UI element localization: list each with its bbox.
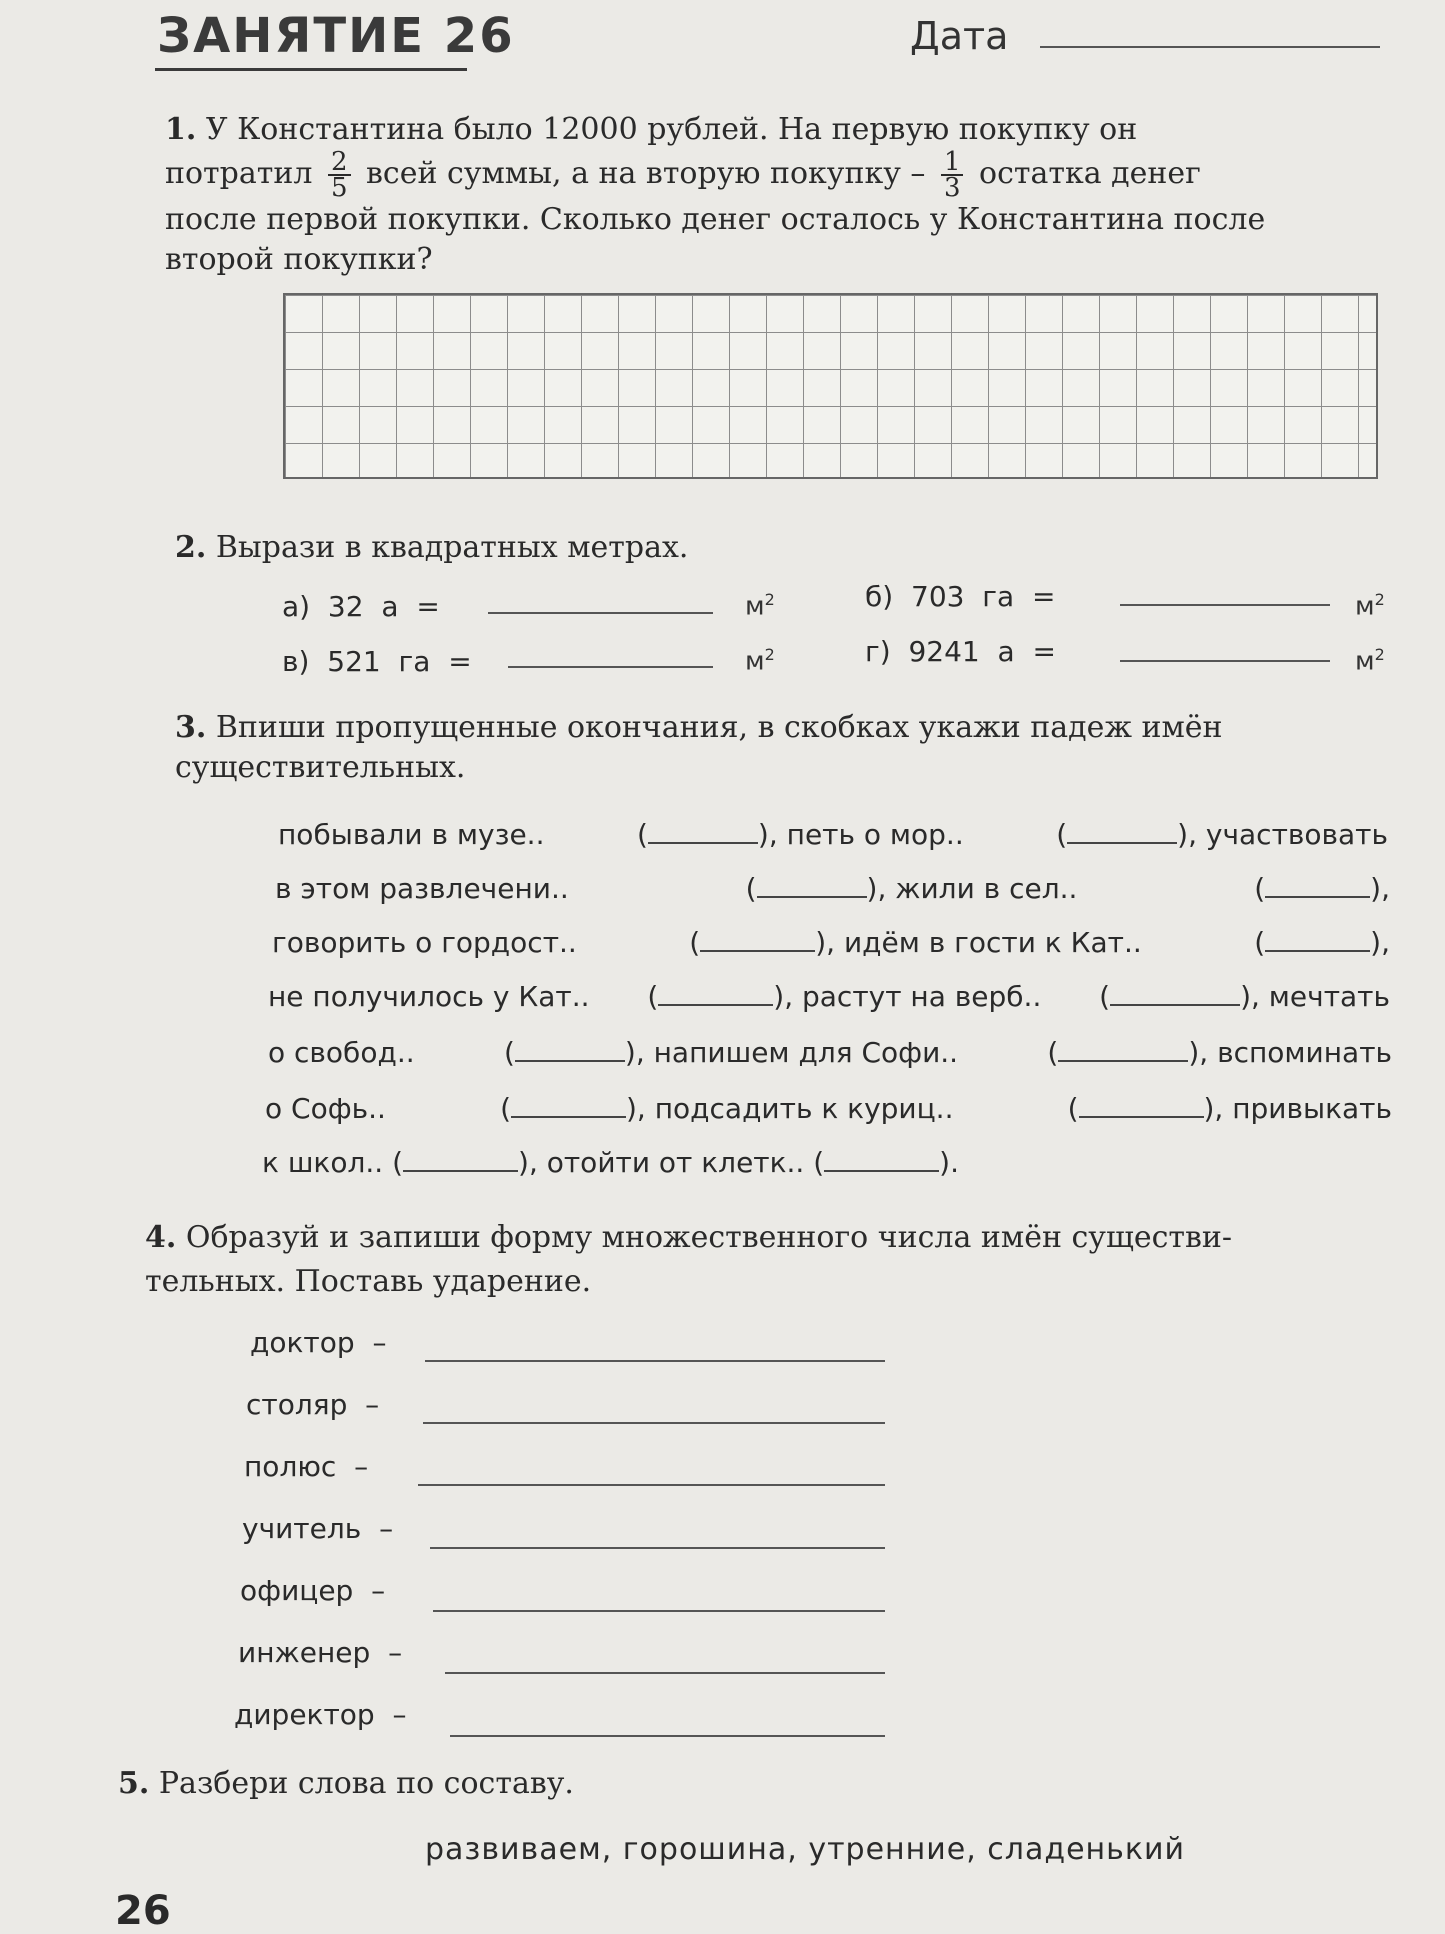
phrase: ), мечтать bbox=[1240, 980, 1390, 1013]
unit-m2 bbox=[1355, 590, 1385, 622]
fraction1-numerator: 2 bbox=[328, 150, 351, 176]
case-blank[interactable] bbox=[824, 1146, 939, 1172]
dash: – bbox=[354, 1450, 369, 1483]
plural-answer-line[interactable] bbox=[425, 1360, 885, 1362]
task3-number: 3. bbox=[175, 710, 207, 745]
unit-base: м bbox=[745, 646, 765, 677]
item-measure: а bbox=[381, 590, 399, 623]
dash: – bbox=[371, 1574, 386, 1607]
task5-prompt: Разбери слова по составу. bbox=[158, 1766, 574, 1801]
item-equals: = bbox=[1032, 635, 1056, 668]
phrase: ), bbox=[1370, 872, 1390, 905]
task1-text-line1: У Константина было 12000 рублей. На первую покупку он bbox=[205, 112, 1138, 147]
task4-number: 4. bbox=[145, 1220, 177, 1255]
task2-answer-b[interactable] bbox=[1120, 604, 1330, 606]
word-ofitser: офицер bbox=[240, 1574, 354, 1607]
case-blank[interactable] bbox=[1110, 980, 1240, 1006]
dash: – bbox=[388, 1636, 403, 1669]
item-value: 703 bbox=[911, 580, 965, 613]
case-blank[interactable] bbox=[1067, 818, 1177, 844]
task4-prompt-line1 bbox=[145, 1218, 1232, 1258]
task3-prompt-line1 bbox=[175, 708, 1223, 748]
case-blank[interactable] bbox=[700, 926, 815, 952]
word-uchitel: учитель bbox=[242, 1512, 362, 1545]
phrase: ). bbox=[939, 1146, 959, 1179]
page-number: 26 bbox=[115, 1888, 171, 1934]
item-label: г) bbox=[865, 635, 891, 668]
task1-text-line2c: остатка денег bbox=[979, 156, 1201, 191]
task4-word-row bbox=[244, 1450, 368, 1483]
case-blank[interactable] bbox=[515, 1036, 625, 1062]
task1-number: 1. bbox=[165, 112, 197, 147]
task3-line-7: к школ.. ( ), отойти от клетк.. ( ). bbox=[262, 1146, 959, 1179]
task2-answer-a[interactable] bbox=[488, 612, 713, 614]
phrase: о свобод.. bbox=[268, 1036, 415, 1069]
task3-prompt-line2: существительных. bbox=[175, 750, 466, 785]
phrase: к школ.. bbox=[262, 1146, 384, 1179]
date-label: Дата bbox=[910, 14, 1009, 58]
task2-item-g bbox=[865, 635, 1056, 668]
plural-answer-line[interactable] bbox=[445, 1672, 885, 1674]
phrase: побывали в музе.. bbox=[278, 818, 545, 851]
dash: – bbox=[392, 1698, 407, 1731]
phrase: говорить о гордост.. bbox=[272, 926, 577, 959]
phrase: ), bbox=[1370, 926, 1390, 959]
phrase: ), петь о мор.. bbox=[757, 818, 964, 851]
unit-m2 bbox=[745, 590, 775, 622]
item-label: в) bbox=[282, 645, 310, 678]
case-blank[interactable] bbox=[511, 1092, 626, 1118]
task5-words: развиваем, горошина, утренние, сладенький bbox=[425, 1832, 1185, 1867]
unit-sup: 2 bbox=[1374, 590, 1385, 609]
unit-sup: 2 bbox=[1374, 645, 1385, 664]
case-blank[interactable] bbox=[648, 818, 758, 844]
word-polyus: полюс bbox=[244, 1450, 337, 1483]
plural-answer-line[interactable] bbox=[423, 1422, 885, 1424]
case-blank[interactable] bbox=[757, 872, 867, 898]
unit-m2 bbox=[1355, 645, 1385, 677]
task2-number: 2. bbox=[175, 530, 207, 565]
word-stolyar: столяр bbox=[246, 1388, 348, 1421]
item-equals: = bbox=[1031, 580, 1056, 613]
word-inzhener: инженер bbox=[238, 1636, 371, 1669]
task3-line-6: о Софь.. ( ), подсадить к куриц.. ( ), привыкать bbox=[265, 1092, 1392, 1125]
plural-answer-line[interactable] bbox=[430, 1547, 885, 1549]
unit-sup: 2 bbox=[764, 590, 775, 609]
plural-answer-line[interactable] bbox=[433, 1610, 885, 1612]
task2-answer-g[interactable] bbox=[1120, 660, 1330, 662]
task3-line-3: говорить о гордост.. ( ), идём в гости к Кат.. ( ), bbox=[272, 926, 1390, 959]
task3-line-4: не получилось у Кат.. ( ), растут на верб.. ( ), мечтать bbox=[268, 980, 1390, 1013]
phrase: ), жили в сел.. bbox=[866, 872, 1078, 905]
task4-word-row bbox=[242, 1512, 393, 1545]
task1-line4: второй покупки? bbox=[165, 242, 433, 277]
plural-answer-line[interactable] bbox=[418, 1484, 885, 1486]
case-blank[interactable] bbox=[1058, 1036, 1188, 1062]
item-equals: = bbox=[448, 645, 472, 678]
phrase: ), подсадить к куриц.. bbox=[626, 1092, 954, 1125]
case-blank[interactable] bbox=[403, 1146, 518, 1172]
task2-item-b bbox=[865, 580, 1055, 613]
fraction-one-third bbox=[941, 147, 964, 203]
title-underline bbox=[155, 68, 467, 71]
task4-word-row bbox=[234, 1698, 407, 1731]
fraction-two-fifths bbox=[328, 147, 351, 203]
phrase: ), напишем для Софи.. bbox=[624, 1036, 959, 1069]
task1-answer-grid[interactable] bbox=[283, 293, 1378, 479]
item-equals: = bbox=[416, 590, 440, 623]
phrase: не получилось у Кат.. bbox=[268, 980, 590, 1013]
task1-line2 bbox=[165, 147, 1385, 203]
item-label: б) bbox=[865, 580, 894, 613]
case-blank[interactable] bbox=[1079, 1092, 1204, 1118]
task3-line-5: о свобод.. ( ), напишем для Софи.. ( ), вспоминать bbox=[268, 1036, 1392, 1069]
fraction2-denominator: 3 bbox=[943, 173, 961, 203]
task1-line3: после первой покупки. Сколько денег осталось у Константина после bbox=[165, 202, 1266, 237]
phrase: ), участвовать bbox=[1177, 818, 1388, 851]
phrase: ), отойти от клетк.. bbox=[518, 1146, 805, 1179]
task4-word-row bbox=[246, 1388, 379, 1421]
date-answer-line[interactable] bbox=[1040, 46, 1380, 48]
task4-word-row bbox=[250, 1326, 386, 1359]
item-label: а) bbox=[282, 590, 311, 623]
case-blank[interactable] bbox=[658, 980, 773, 1006]
task5-number: 5. bbox=[118, 1766, 150, 1801]
task2-item-a bbox=[282, 590, 440, 623]
dash: – bbox=[372, 1326, 387, 1359]
phrase: ), вспоминать bbox=[1188, 1036, 1392, 1069]
phrase: ), привыкать bbox=[1203, 1092, 1392, 1125]
unit-base: м bbox=[1355, 591, 1375, 622]
lesson-title: ЗАНЯТИЕ 26 bbox=[157, 8, 515, 64]
unit-sup: 2 bbox=[764, 645, 775, 664]
task1-line1 bbox=[165, 110, 1137, 150]
dash: – bbox=[365, 1388, 380, 1421]
fraction2-numerator: 1 bbox=[941, 150, 964, 176]
task2-item-v bbox=[282, 645, 472, 678]
page-header bbox=[155, 0, 1400, 80]
task1-text-line2a: потратил bbox=[165, 156, 313, 191]
item-value: 521 bbox=[327, 645, 381, 678]
unit-base: м bbox=[1355, 646, 1375, 677]
item-value: 9241 bbox=[908, 635, 980, 668]
dash: – bbox=[379, 1512, 394, 1545]
task2-prompt-row bbox=[175, 528, 688, 568]
item-measure: га bbox=[982, 580, 1015, 613]
word-doctor: доктор bbox=[250, 1326, 355, 1359]
case-blank[interactable] bbox=[1265, 926, 1370, 952]
task2-answer-v[interactable] bbox=[508, 666, 713, 668]
task2-prompt: Вырази в квадратных метрах. bbox=[215, 530, 689, 565]
phrase: в этом развлечени.. bbox=[275, 872, 569, 905]
task3-prompt1: Впиши пропущенные окончания, в скобках укажи падеж имён bbox=[215, 710, 1223, 745]
phrase: ), идём в гости к Кат.. bbox=[815, 926, 1142, 959]
case-blank[interactable] bbox=[1265, 872, 1370, 898]
task3-line-2: в этом развлечени.. ( ), жили в сел.. ( ), bbox=[275, 872, 1390, 905]
fraction1-denominator: 5 bbox=[330, 173, 348, 203]
phrase: ), растут на верб.. bbox=[773, 980, 1042, 1013]
task1-text-line2b: всей суммы, а на вторую покупку – bbox=[366, 156, 926, 191]
task5-prompt-row bbox=[118, 1764, 574, 1804]
unit-base: м bbox=[745, 591, 765, 622]
word-direktor: директор bbox=[234, 1698, 375, 1731]
task4-word-row bbox=[238, 1636, 402, 1669]
phrase: о Софь.. bbox=[265, 1092, 386, 1125]
item-measure: а bbox=[997, 635, 1015, 668]
unit-m2 bbox=[745, 645, 775, 677]
plural-answer-line[interactable] bbox=[450, 1735, 885, 1737]
task4-prompt1: Образуй и запиши форму множественного числа имён существи- bbox=[185, 1220, 1233, 1255]
item-value: 32 bbox=[327, 590, 364, 623]
task4-word-row bbox=[240, 1574, 385, 1607]
item-measure: га bbox=[398, 645, 431, 678]
task3-line-1: побывали в музе.. ( ), петь о мор.. ( ), участвовать bbox=[278, 818, 1388, 851]
task4-prompt-line2: тельных. Поставь ударение. bbox=[145, 1264, 592, 1299]
